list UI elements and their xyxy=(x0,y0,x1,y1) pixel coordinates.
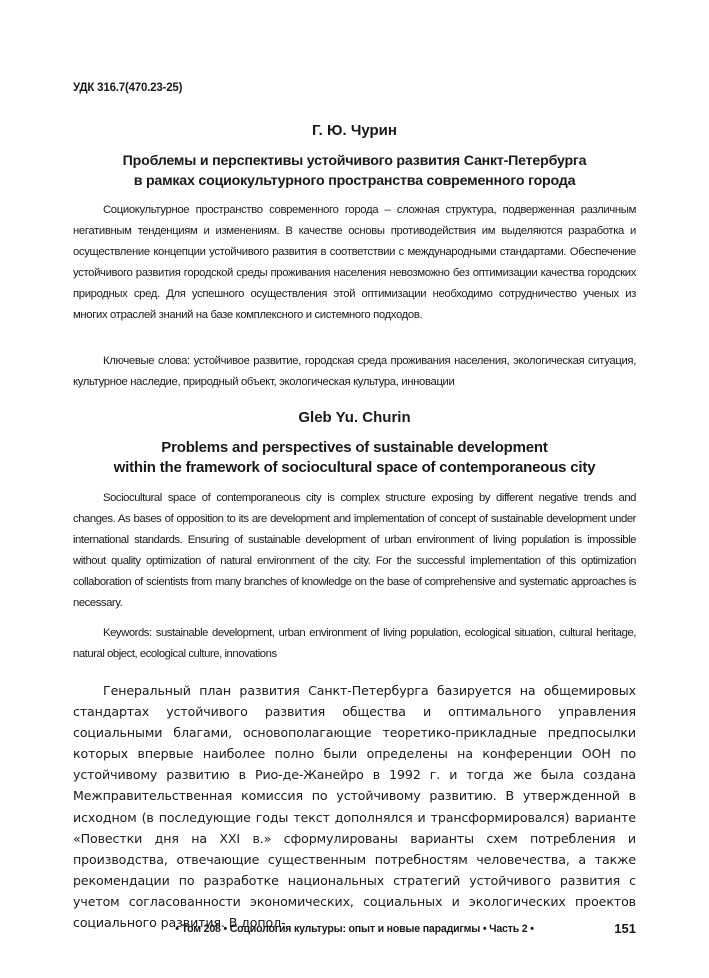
journal-running-footer: • Том 208 • Социология культуры: опыт и новые парадигмы • Часть 2 • xyxy=(175,923,534,935)
abstract-ru: Социокультурное пространство современного города – сложная структура, подверженная различным негативным тенденциям и изменениям. В качестве основы противодействия им выделяются разработка и осуществление концепции устойчивого развития в соответствии с международными стандартами. Обеспечение устойчивого развития городской среды проживания населения невозможно без оптимизации качества городских природных сред. Для успешного осуществления этой оптимизации необходимо сотрудничество ученых из многих отраслей знаний на базе комплексного и системного подходов. xyxy=(73,204,636,321)
title-ru-line-1: Проблемы и перспективы устойчивого развития Санкт-Петербурга xyxy=(122,153,587,169)
page-footer xyxy=(73,921,636,941)
keywords-ru: Ключевые слова: устойчивое развитие, городская среда проживания населения, экологическая ситуация, культурное наследие, природный объект, экологическая культура, инновации xyxy=(73,355,636,388)
title-en-line-1: Problems and perspectives of sustainable development xyxy=(161,439,548,456)
paper-page xyxy=(73,0,636,978)
abstract-en: Sociocultural space of contemporaneous city is complex structure exposing by different negative trends and changes. As bases of opposition to its are development and implementation of concept of sustainable development under international standards. Ensuring of sustainable development of urban environment of living population is impossible without quality optimization of natural environment of the city. For the successful implementation of this optimization collaboration of scientists from many branches of knowledge on the base of comprehensive and systematic approaches is necessary. xyxy=(73,492,636,609)
body-paragraph: Генеральный план развития Санкт-Петербурга базируется на общемировых стандартах устойчивого развития общества и оптимального управления социальными благами, основополагающие теоретико-прикладные предпосылки которых впервые наиболее полно были определены на конференции ООН по устойчивому развитию в Рио-де-Жанейро в 1992 г. и тогда же была создана Межправительственная комиссия по устойчивому развитию. В утвержденной в исходном (в последующие годы текст дополнялся и трансформировался) варианте «Повестки дня на XXI в.» сформулированы варианты схем потребления и производства, отвечающие существенным потребностям человечества, а также рекомендации по разработке национальных стратегий устойчивого развития с учетом согласованности экономических, социальных и экологических проектов социального развития. В допол- xyxy=(73,683,636,931)
article-title-ru xyxy=(73,151,636,191)
keywords-en: Keywords: sustainable development, urban environment of living population, ecological situation, cultural heritage, natural object, ecological culture, innovations xyxy=(73,627,636,660)
page-number: 151 xyxy=(614,921,636,936)
article-title-en xyxy=(73,438,636,478)
udk-code: УДК 316.7(470.23-25) xyxy=(73,82,183,94)
author-name-en: Gleb Yu. Churin xyxy=(298,409,411,426)
title-ru-line-2: в рамках социокультурного пространства современного города xyxy=(133,173,576,189)
title-en-line-2: within the framework of sociocultural space of contemporaneous city xyxy=(113,459,596,476)
author-name-ru: Г. Ю. Чурин xyxy=(312,122,397,139)
